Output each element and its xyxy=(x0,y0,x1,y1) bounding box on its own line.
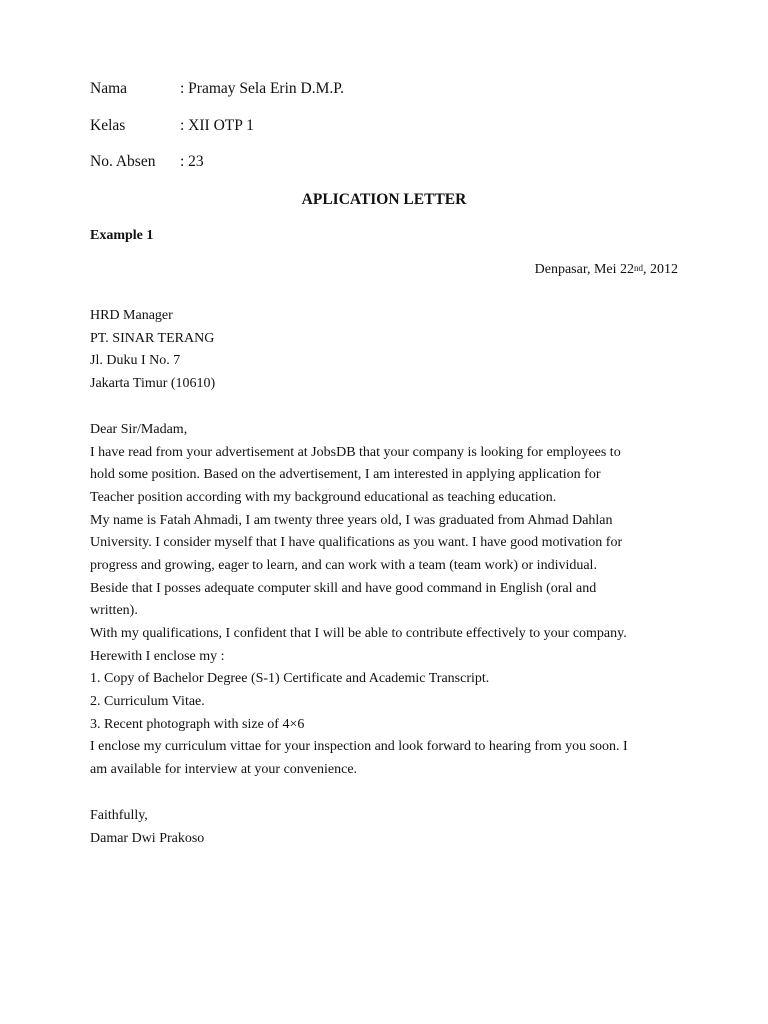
body-line: Teacher position according with my background educational as teaching education. xyxy=(90,489,557,505)
body-line: I have read from your advertisement at JobsDB that your company is looking for employees to xyxy=(90,444,621,460)
recipient-line: PT. SINAR TERANG xyxy=(90,330,215,346)
body-line: University. I consider myself that I have qualifications as you want. I have good motivation for xyxy=(90,535,623,551)
example-label: Example 1 xyxy=(90,228,154,243)
body-line: With my qualifications, I confident that I will be able to contribute effectively to your company. xyxy=(90,625,627,641)
recipient-line: Jakarta Timur (10610) xyxy=(90,376,216,392)
salutation: Dear Sir/Madam, xyxy=(90,422,188,437)
body-line: Beside that I posses adequate computer skill and have good command in English (oral and xyxy=(90,580,597,596)
kelas-value: : XII OTP 1 xyxy=(180,117,254,134)
identity-row-absen xyxy=(90,152,204,172)
body-line: hold some position. Based on the advertisement, I am interested in applying application for xyxy=(90,467,601,483)
date-year: , 2012 xyxy=(643,262,678,277)
letter-closing xyxy=(90,804,680,850)
closing-phrase: Faithfully, xyxy=(90,808,148,823)
identity-row-kelas xyxy=(90,116,254,136)
absen-value: : 23 xyxy=(180,153,204,170)
body-line: My name is Fatah Ahmadi, I am twenty three years old, I was graduated from Ahmad Dahlan xyxy=(90,512,613,528)
date-prefix: Denpasar, Mei 22 xyxy=(534,262,634,277)
enclosure-item: 2. Curriculum Vitae. xyxy=(90,693,205,709)
kelas-label: Kelas xyxy=(90,117,126,134)
body-line: Herewith I enclose my : xyxy=(90,648,225,664)
body-line: am available for interview at your convenience. xyxy=(90,761,358,777)
enclosure-item: 1. Copy of Bachelor Degree (S-1) Certificate and Academic Transcript. xyxy=(90,671,490,687)
enclosure-item: 3. Recent photograph with size of 4×6 xyxy=(90,716,305,732)
letter-title: APLICATION LETTER xyxy=(301,191,467,208)
absen-label: No. Absen xyxy=(90,153,156,170)
body-line: written). xyxy=(90,603,138,619)
identity-row-nama xyxy=(90,79,344,99)
recipient-line: HRD Manager xyxy=(90,308,173,323)
letter-date xyxy=(535,261,678,279)
signer-name: Damar Dwi Prakoso xyxy=(90,831,205,846)
date-ordinal-suffix: nd xyxy=(634,263,643,273)
nama-label: Nama xyxy=(90,80,128,97)
body-line: I enclose my curriculum vittae for your inspection and look forward to hearing from you soon. I xyxy=(90,739,628,755)
body-line: progress and growing, eager to learn, and can work with a team (team work) or individual. xyxy=(90,557,597,573)
letter-body xyxy=(90,419,680,782)
recipient-address xyxy=(90,305,680,396)
nama-value: : Pramay Sela Erin D.M.P. xyxy=(180,80,345,97)
recipient-line: Jl. Duku I No. 7 xyxy=(90,353,181,369)
